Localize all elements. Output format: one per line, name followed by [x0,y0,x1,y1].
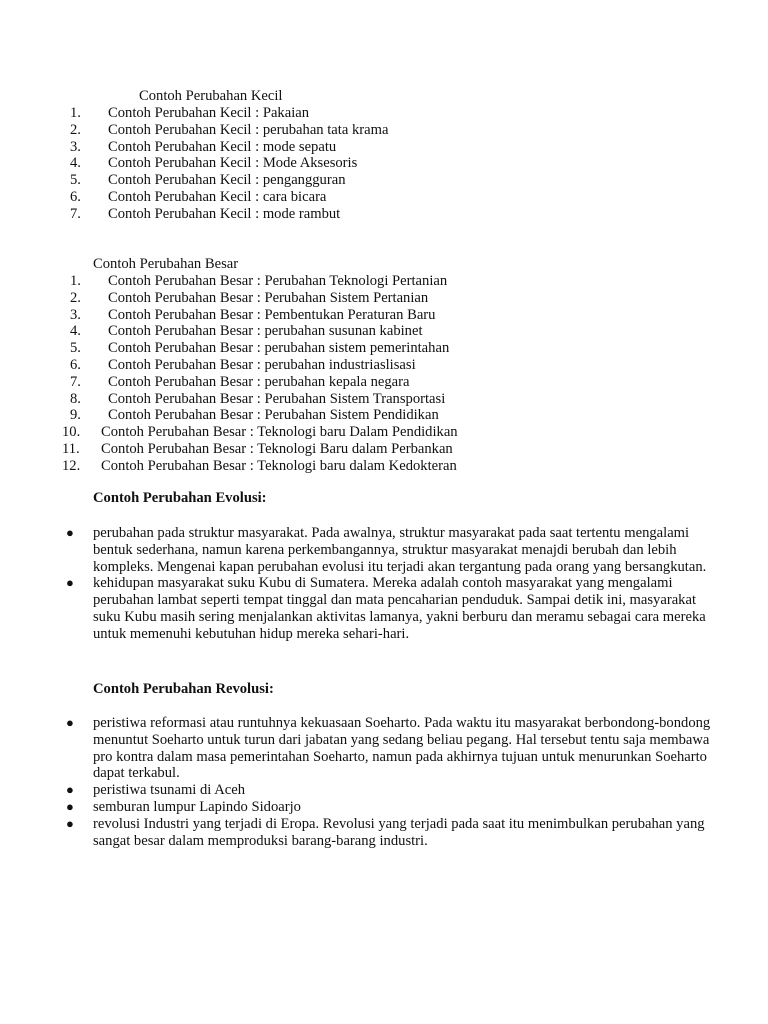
bullet-item [0,782,768,799]
list-number: 4. [70,155,81,172]
list-number: 4. [70,323,81,340]
list-number: 7. [70,205,81,222]
list-number: 1. [70,105,81,121]
evolusi-heading: Contoh Perubahan Evolusi: [93,490,267,506]
list-number: 7. [70,373,81,390]
bullet-icon: ● [66,815,74,831]
evolusi-bullets [0,525,768,643]
list-number: 2. [70,121,81,138]
list-text: Contoh Perubahan Besar : Teknologi baru dalam Kedokteran [101,457,457,474]
list-text: Contoh Perubahan Besar : Teknologi baru Dalam Pendidikan [101,424,458,441]
list-number: 6. [70,356,81,373]
list-text: Contoh Perubahan Besar : Perubahan Sistem Transportasi [108,390,446,407]
bullet-item [0,715,768,782]
list-text: Contoh Perubahan Kecil : mode sepatu [108,138,337,155]
bullet-icon: ● [66,575,74,591]
list-text: Contoh Perubahan Kecil : pengangguran [108,172,346,189]
list-number: 3. [70,138,81,155]
besar-heading: Contoh Perubahan Besar [93,256,239,272]
list-text: Contoh Perubahan Besar : perubahan susunan kabinet [108,323,423,340]
bullet-icon: ● [66,715,74,730]
bullet-item [0,816,768,850]
list-number: 5. [70,172,81,189]
list-text: Contoh Perubahan Besar : Perubahan Sistem Pertanian [108,289,429,306]
list-text: Contoh Perubahan Besar : perubahan kepala negara [108,373,410,390]
bullet-item [0,575,768,642]
bullet-icon: ● [66,525,74,540]
bullet-text: semburan lumpur Lapindo Sidoarjo [93,798,301,815]
list-number: 11. [62,440,80,457]
list-number: 2. [70,289,81,306]
list-text: Contoh Perubahan Kecil : Pakaian [108,105,310,121]
revolusi-bullets [0,715,768,849]
bullet-text: perubahan pada struktur masyarakat. Pada awalnya, struktur masyarakat pada saat tertentu mengalami bentuk sederhana, namun karena perkembangannya, struktur masyarakat menajdi berubah dan lebih kompleks. Mengenai kapan perubahan evolusi itu terjadi akan tergantung pada orang yang bersangkutan. [93,525,707,575]
list-number: 9. [70,407,81,424]
list-number: 6. [70,188,81,205]
list-text: Contoh Perubahan Kecil : cara bicara [108,188,327,205]
revolusi-heading: Contoh Perubahan Revolusi: [93,681,274,697]
bullet-text: kehidupan masyarakat suku Kubu di Sumatera. Mereka adalah contoh masyarakat yang mengalami perubahan lambat seperti tempat tinggal dan mata pencaharian penduduk. Sampai detik ini, masyarakat suku Kubu masih sering menjalankan aktivitas lamanya, yakni berburu dan meramu sebagai cara mereka untuk memenuhi kebutuhan hidup mereka sehari-hari. [93,575,706,642]
list-text: Contoh Perubahan Besar : perubahan sistem pemerintahan [108,340,450,357]
bullet-text: peristiwa tsunami di Aceh [93,782,245,799]
list-text: Contoh Perubahan Besar : perubahan industriaslisasi [108,356,416,373]
bullet-text: revolusi Industri yang terjadi di Eropa. Revolusi yang terjadi pada saat itu menimbulkan perubahan yang sangat besar dalam memproduksi barang-barang industri. [93,815,705,849]
kecil-heading: Contoh Perubahan Kecil [139,88,283,104]
list-text: Contoh Perubahan Kecil : mode rambut [108,205,341,222]
list-number: 12. [62,457,81,474]
bullet-item [0,525,768,575]
list-number: 8. [70,390,81,407]
bullet-icon: ● [66,782,74,798]
list-number: 5. [70,340,81,357]
bullet-icon: ● [66,798,74,814]
list-text: Contoh Perubahan Kecil : perubahan tata krama [108,121,389,138]
list-text: Contoh Perubahan Kecil : Mode Aksesoris [108,155,358,172]
list-number: 1. [70,273,81,289]
list-number: 3. [70,306,81,323]
list-number: 10. [62,424,81,441]
bullet-item [0,799,768,816]
list-text: Contoh Perubahan Besar : Perubahan Teknologi Pertanian [108,273,448,289]
bullet-text: peristiwa reformasi atau runtuhnya kekuasaan Soeharto. Pada waktu itu masyarakat berbondong-bondong menuntut Soeharto untuk turun dari jabatan yang sedang beliau pegang. Hal tersebut tentu saja membawa pro kontra dalam masa pemerintahan Soeharto, namun pada akhirnya tujuan untuk menurunkan Soeharto dapat terkabul. [93,715,711,782]
list-text: Contoh Perubahan Besar : Pembentukan Peraturan Baru [108,306,436,323]
list-text: Contoh Perubahan Besar : Perubahan Sistem Pendidikan [108,407,439,424]
list-text: Contoh Perubahan Besar : Teknologi Baru dalam Perbankan [101,440,453,457]
